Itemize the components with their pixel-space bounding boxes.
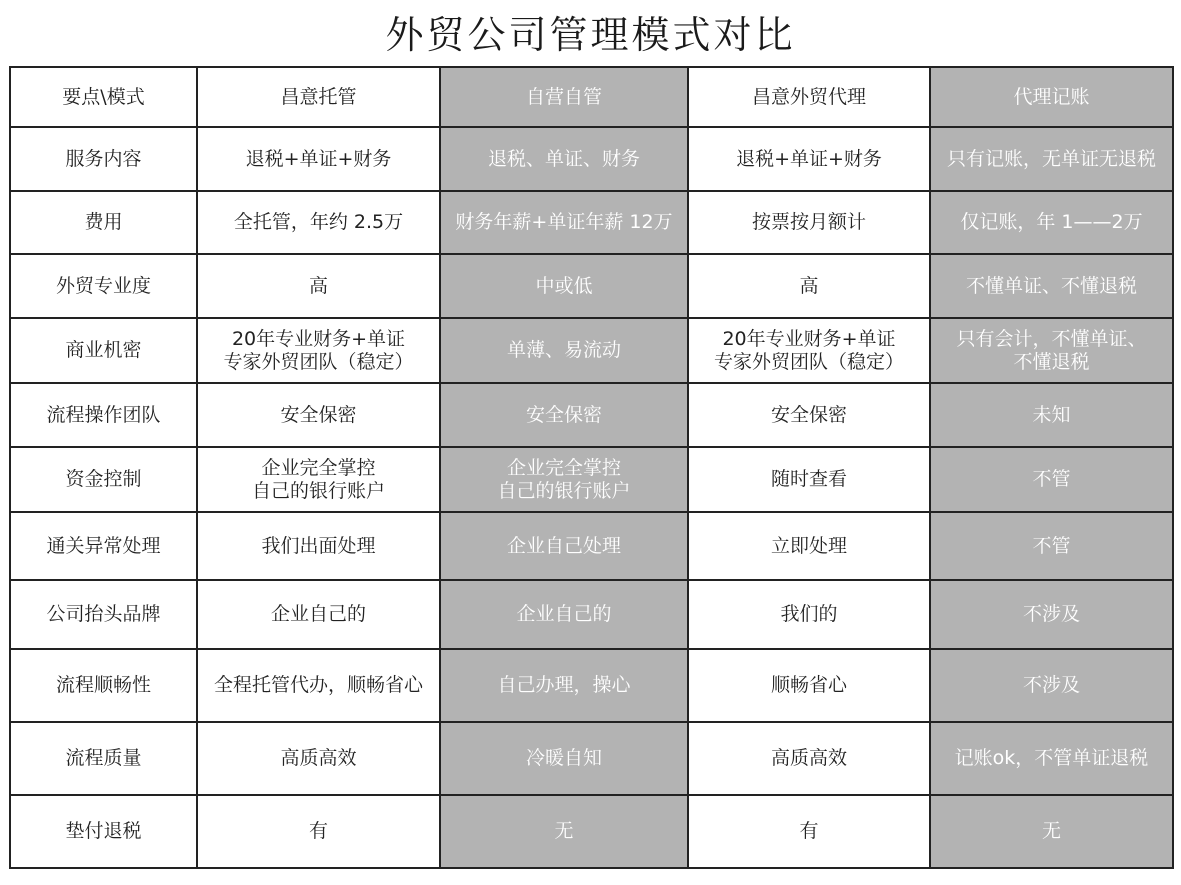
cell-text: 企业自己处理 (506, 534, 621, 557)
cell-text: 只有会计，不懂单证、 不懂退税 (956, 327, 1147, 373)
cell-text: 不管 (1032, 534, 1071, 557)
cell-bookkeeping-agency (930, 191, 1173, 254)
cell-changyi-agency (688, 254, 930, 318)
row-label-cell (10, 254, 197, 318)
cell-text: 冷暖自知 (525, 747, 602, 769)
cell-text: 全托管，年约 2.5万 (233, 211, 404, 233)
cell-text: 立即处理 (770, 534, 847, 557)
table-row (10, 722, 1173, 795)
cell-changyi-hosting (197, 318, 440, 383)
cell-changyi-agency (688, 512, 930, 580)
cell-self-managed (440, 722, 688, 795)
cell-changyi-hosting (197, 795, 440, 868)
cell-text: 无 (554, 820, 574, 842)
cell-text: 企业完全掌控 自己的银行账户 (251, 456, 385, 502)
cell-bookkeeping-agency (930, 722, 1173, 795)
cell-text: 中或低 (535, 274, 593, 297)
cell-changyi-hosting (197, 649, 440, 722)
cell-self-managed (440, 383, 688, 447)
cell-changyi-agency (688, 795, 930, 868)
table-row (10, 580, 1173, 649)
cell-self-managed (440, 795, 688, 868)
cell-text: 不涉及 (1022, 603, 1080, 625)
row-label-cell (10, 383, 197, 447)
cell-bookkeeping-agency (930, 795, 1173, 868)
comparison-table (9, 66, 1174, 869)
cell-changyi-agency (688, 649, 930, 722)
cell-changyi-agency (688, 318, 930, 383)
row-label-cell (10, 127, 197, 191)
header-label: 昌意托管 (280, 85, 357, 108)
cell-text: 全程托管代办，顺畅省心 (213, 674, 423, 696)
header-label: 自营自管 (525, 85, 602, 108)
cell-text: 不涉及 (1022, 674, 1080, 696)
row-label: 资金控制 (65, 468, 142, 490)
cell-text: 财务年薪+单证年薪 12万 (455, 211, 673, 233)
cell-bookkeeping-agency (930, 512, 1173, 580)
cell-text: 无 (1041, 820, 1061, 842)
cell-self-managed (440, 649, 688, 722)
table-row (10, 795, 1173, 868)
row-label: 流程顺畅性 (55, 674, 151, 696)
cell-text: 企业自己的 (516, 603, 612, 625)
row-label: 公司抬头品牌 (46, 603, 161, 625)
cell-bookkeeping-agency (930, 254, 1173, 318)
cell-text: 不管 (1032, 468, 1071, 490)
cell-text: 顺畅省心 (770, 674, 847, 696)
cell-text: 高 (308, 274, 328, 297)
cell-text: 安全保密 (525, 403, 602, 426)
cell-text: 退税、单证、财务 (487, 147, 640, 170)
table-row (10, 383, 1173, 447)
row-label: 费用 (84, 211, 123, 233)
row-label-cell (10, 191, 197, 254)
table-row (10, 447, 1173, 512)
cell-text: 安全保密 (770, 403, 847, 426)
cell-text: 我们出面处理 (261, 534, 376, 557)
row-label: 商业机密 (65, 339, 142, 361)
cell-self-managed (440, 191, 688, 254)
table-row (10, 649, 1173, 722)
table-row (10, 127, 1173, 191)
cell-bookkeeping-agency (930, 649, 1173, 722)
header-cell-criteria (10, 67, 197, 127)
row-label-cell (10, 580, 197, 649)
cell-self-managed (440, 254, 688, 318)
cell-text: 高质高效 (770, 747, 847, 769)
cell-text: 高质高效 (280, 747, 357, 769)
table-body (10, 67, 1173, 868)
row-label: 流程操作团队 (46, 403, 161, 426)
cell-text: 仅记账，年 1——2万 (960, 211, 1143, 233)
cell-self-managed (440, 318, 688, 383)
cell-bookkeeping-agency (930, 580, 1173, 649)
row-label: 通关异常处理 (46, 534, 161, 557)
row-label: 流程质量 (65, 747, 142, 769)
cell-text: 随时查看 (770, 468, 847, 490)
row-label: 外贸专业度 (55, 274, 151, 297)
header-cell-changyi-hosting (197, 67, 440, 127)
row-label-cell (10, 795, 197, 868)
row-label-cell (10, 649, 197, 722)
cell-text: 自己办理，操心 (497, 674, 631, 696)
table-row (10, 191, 1173, 254)
cell-changyi-agency (688, 191, 930, 254)
cell-text: 按票按月额计 (751, 211, 866, 233)
header-cell-changyi-agency (688, 67, 930, 127)
cell-bookkeeping-agency (930, 447, 1173, 512)
cell-text: 有 (308, 820, 328, 842)
cell-changyi-hosting (197, 447, 440, 512)
cell-self-managed (440, 447, 688, 512)
header-cell-bookkeeping-agency (930, 67, 1173, 127)
table-row (10, 318, 1173, 383)
page-title: 外贸公司管理模式对比 (385, 13, 796, 57)
table-row (10, 254, 1173, 318)
cell-self-managed (440, 512, 688, 580)
cell-text: 安全保密 (280, 403, 357, 426)
header-cell-self-managed (440, 67, 688, 127)
cell-text: 20年专业财务+单证 专家外贸团队（稳定） (223, 327, 414, 373)
cell-changyi-hosting (197, 127, 440, 191)
row-label-cell (10, 722, 197, 795)
header-label: 要点\模式 (62, 85, 145, 108)
row-label: 垫付退税 (65, 820, 142, 842)
cell-changyi-agency (688, 127, 930, 191)
cell-bookkeeping-agency (930, 127, 1173, 191)
table-row (10, 512, 1173, 580)
row-label-cell (10, 318, 197, 383)
row-label-cell (10, 512, 197, 580)
cell-changyi-hosting (197, 580, 440, 649)
cell-text: 单薄、易流动 (506, 339, 621, 361)
row-label-cell (10, 447, 197, 512)
cell-changyi-agency (688, 447, 930, 512)
cell-text: 企业自己的 (270, 603, 366, 625)
cell-changyi-hosting (197, 254, 440, 318)
cell-text: 有 (799, 820, 819, 842)
cell-text: 退税+单证+财务 (245, 147, 392, 170)
cell-changyi-agency (688, 580, 930, 649)
cell-changyi-hosting (197, 383, 440, 447)
cell-text: 我们的 (780, 603, 838, 625)
cell-self-managed (440, 127, 688, 191)
cell-bookkeeping-agency (930, 318, 1173, 383)
row-label: 服务内容 (65, 147, 142, 170)
cell-text: 退税+单证+财务 (736, 147, 882, 170)
header-row (10, 67, 1173, 127)
cell-bookkeeping-agency (930, 383, 1173, 447)
cell-changyi-hosting (197, 512, 440, 580)
cell-text: 只有记账，无单证无退税 (946, 147, 1156, 170)
cell-changyi-agency (688, 383, 930, 447)
header-label: 代理记账 (1013, 85, 1090, 108)
cell-text: 未知 (1032, 403, 1071, 426)
cell-self-managed (440, 580, 688, 649)
cell-changyi-agency (688, 722, 930, 795)
cell-text: 企业完全掌控 自己的银行账户 (497, 456, 631, 502)
cell-text: 高 (799, 274, 819, 297)
cell-changyi-hosting (197, 722, 440, 795)
cell-text: 记账ok，不管单证退税 (954, 747, 1149, 769)
cell-changyi-hosting (197, 191, 440, 254)
cell-text: 不懂单证、不懂退税 (965, 274, 1137, 297)
header-label: 昌意外贸代理 (751, 85, 866, 108)
cell-text: 20年专业财务+单证 专家外贸团队（稳定） (713, 327, 904, 373)
